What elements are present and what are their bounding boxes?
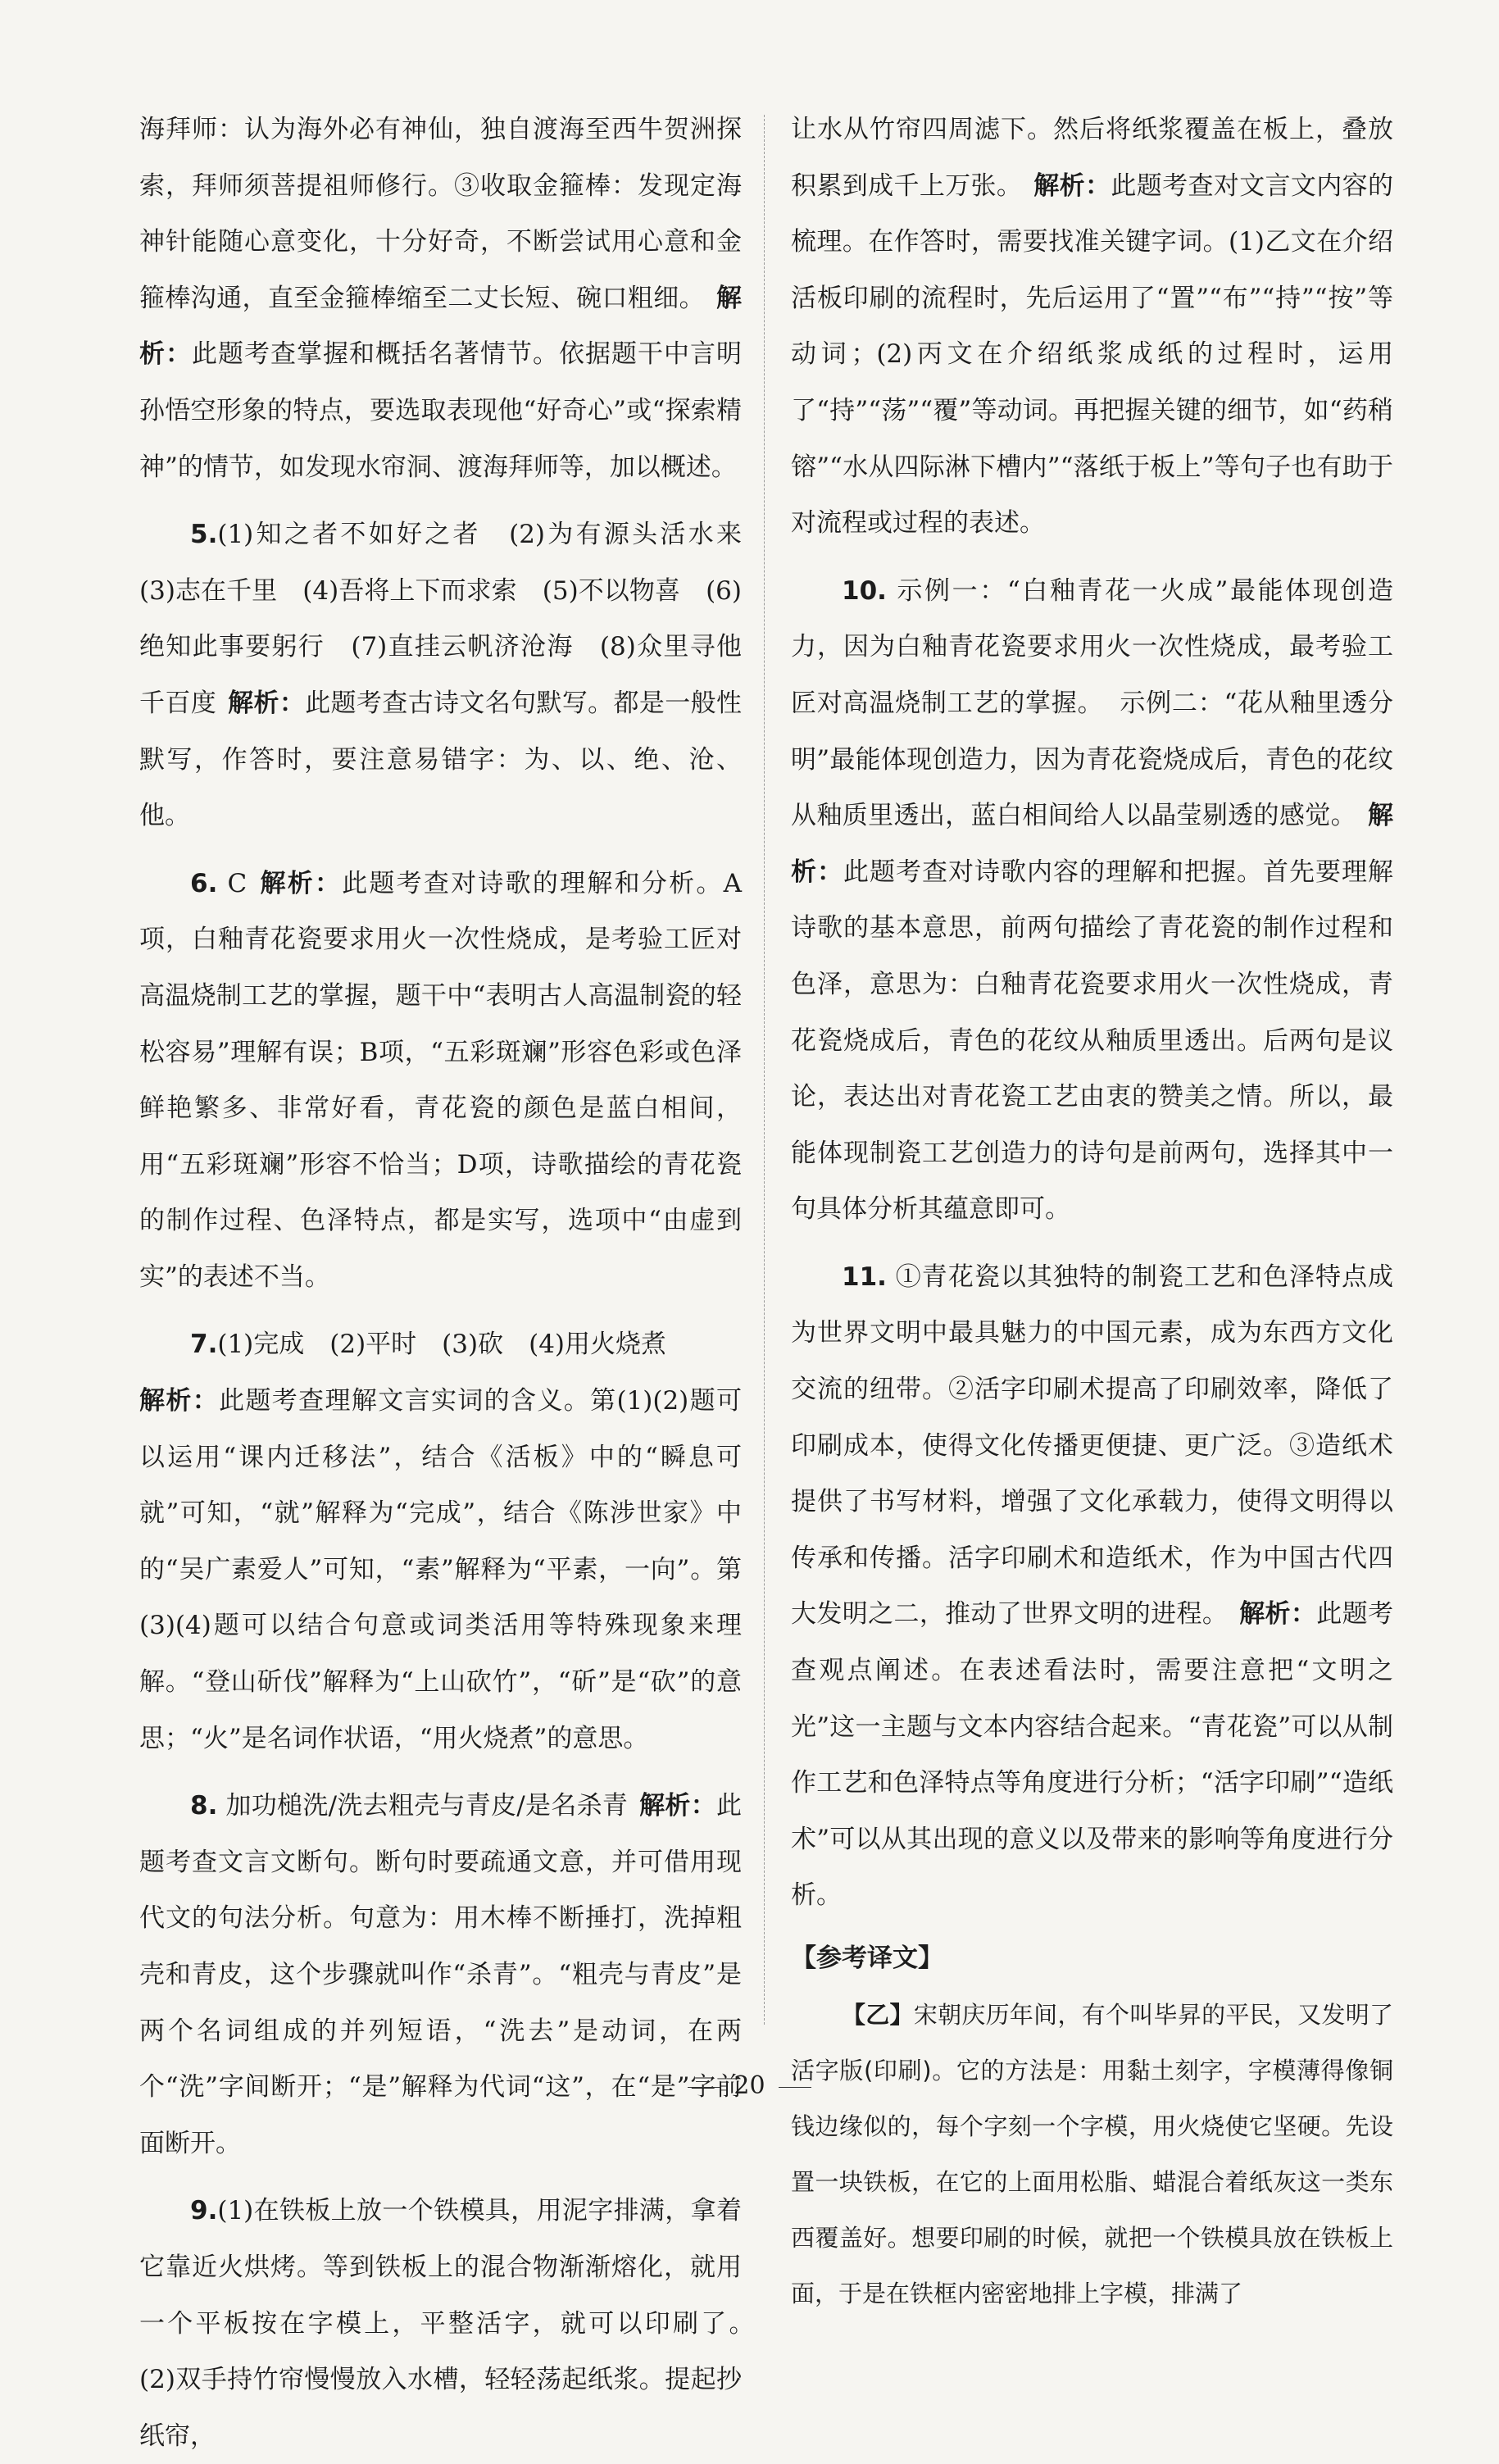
answer-text: 海拜师：认为海外必有神仙，独自渡海至西牛贺洲探索，拜师须菩提祖师修行。③收取金箍棒：发现定海神针能随心意变化，十分好奇，不断尝试用心意和金箍棒沟通，直至金箍棒缩至二丈长短、碗口粗细。 (139, 115, 742, 313)
question-number: 7. (190, 1330, 218, 1360)
question-number: 9. (190, 2196, 218, 2226)
answer-8 (139, 1778, 742, 2171)
answer-text: 加功槌洗/洗去粗壳与青皮/是名杀青 (225, 1791, 629, 1821)
answer-6 (139, 856, 742, 1306)
footer-dash-right (779, 2087, 811, 2088)
answer-9 (139, 2183, 767, 2464)
analysis-label: 解析： (139, 283, 742, 370)
analysis-label: 解析： (1239, 1599, 1317, 1630)
page-number: 20 (734, 2071, 765, 2100)
right-column (791, 102, 1393, 2321)
answer-text: ①青花瓷以其独特的制瓷工艺和色泽特点成为世界文明中最具魅力的中国元素，成为东西方文化交流的纽带。②活字印刷术提高了印刷效率，降低了印刷成本，使得文化传播更便捷、更广泛。③造纸术提供了书写材料，增强了文化承载力，使得文明得以传承和传播。活字印刷术和造纸术，作为中国古代四大发明之二，推动了世界文明的进程。 (791, 1262, 1394, 1630)
question-number: 11. (842, 1262, 887, 1292)
analysis-label: 解析： (1033, 170, 1111, 201)
answer-text: (1)在铁板上放一个铁模具，用泥字排满，拿着它靠近火烘烤。等到铁板上的混合物渐渐熔化，就用一个平板按在字模上，平整活字，就可以印刷了。 (2)双手持竹帘慢慢放入水槽，轻轻荡起纸浆。提起抄纸帘， (139, 2196, 767, 2451)
question-number: 6. (190, 868, 218, 898)
reference-translation-heading: 【参考译文】 (791, 1943, 943, 1973)
page-footer (0, 2071, 1499, 2100)
analysis-label: 解析： (258, 868, 343, 898)
analysis-text: 此题考查掌握和概括名著情节。依据题干中言明孙悟空形象的特点，要选取表现他“好奇心”或“探索精神”的情节，如发现水帘洞、渡海拜师等，加以概述。 (139, 339, 742, 482)
question-number: 8. (190, 1791, 218, 1821)
answer-5 (139, 507, 767, 844)
analysis-text: 此题考查文言文断句。断句时要疏通文意，并可借用现代文的句法分析。句意为：用木棒不断捶打，洗掉粗壳和青皮，这个步骤就叫作“杀青”。“粗壳与青皮”是两个名词组成的并列短语，“洗去”是动词，在两个“洗”字间断开；“是”解释为代词“这”，在“是”字前面断开。 (139, 1791, 742, 2158)
column-divider (764, 115, 765, 2025)
answer-text: C (227, 868, 248, 898)
analysis-text: 此题考查理解文言实词的含义。第(1)(2)题可以运用“课内迁移法”，结合《活板》中的“瞬息可就”可知，“就”解释为“完成”，结合《陈涉世家》中的“吴广素爱人”可知，“素”解释为“平素，一向”。第(3)(4)题可以结合句意或词类活用等特殊现象来理解。“登山斫伐”解释为“上山砍竹”，“斫”是“砍”的意思；“火”是名词作状语，“用火烧煮”的意思。 (139, 1386, 742, 1753)
analysis-text: 此题考查对诗歌的理解和分析。A项，白釉青花瓷要求用火一次性烧成，是考验工匠对高温烧制工艺的掌握，题干中“表明古人高温制瓷的轻松容易”理解有误；B项，“五彩斑斓”形容色彩或色泽鲜艳繁多、非常好看，青花瓷的颜色是蓝白相间，用“五彩斑斓”形容不恰当；D项，诗歌描绘的青花瓷的制作过程、色泽特点，都是实写，选项中“由虚到实”的表述不当。 (139, 868, 743, 1292)
answer-text-2: 示例二：“花从釉里透分明”最能体现创造力，因为青花瓷烧成后，青色的花纹从釉质里透出，蓝白相间给人以晶莹剔透的感觉。 (791, 688, 1393, 831)
analysis-label: 解析： (791, 801, 1393, 887)
answer-text: 让水从竹帘四周滤下。然后将纸浆覆盖在板上，叠放积累到成千上万张。 (791, 115, 1393, 201)
answer-10 (791, 563, 1393, 1238)
answer-text: (1)完成 (2)平时 (3)砍 (4)用火烧煮 (217, 1330, 667, 1360)
analysis-text: 此题考查对文言文内容的梳理。在作答时，需要找准关键字词。(1)乙文在介绍活板印刷的流程时，先后运用了“置”“布”“持”“按”等动词；(2)丙文在介绍纸浆成纸的过程时，运用了“持”“荡”“覆”等动词。再把握关键的细节，如“药稍镕”“水从四际淋下槽内”“落纸于板上”等句子也有助于对流程或过程的表述。 (791, 170, 1394, 539)
answer-4-continued (139, 102, 742, 495)
analysis-label: 解析： (228, 688, 306, 718)
translation-tag: 【乙】 (842, 2000, 914, 2029)
answer-7-analysis (139, 1373, 742, 1766)
answer-11 (791, 1249, 1393, 1924)
translation-text: 宋朝庆历年间，有个叫毕昇的平民，又发明了活字版(印刷)。它的方法是：用黏土刻字，字模薄得像铜钱边缘似的，每个字刻一个字模，用火烧使它坚硬。先设置一块铁板，在它的上面用松脂、蜡混合着纸灰这一类东西覆盖好。想要印刷的时候，就把一个铁模具放在铁板上面，于是在铁框内密密地排上字模，排满了 (791, 2000, 1393, 2307)
analysis-text: 此题考查观点阐述。在表述看法时，需要注意把“文明之光”这一主题与文本内容结合起来。“青花瓷”可以从制作工艺和色泽特点等角度进行分析；“活字印刷”“造纸术”可以从其出现的意义以及带来的影响等角度进行分析。 (791, 1599, 1394, 1911)
answer-text: 示例一：“白釉青花一火成”最能体现创造力，因为白釉青花瓷要求用火一次性烧成，最考验工匠对高温烧制工艺的掌握。 (791, 575, 1393, 718)
analysis-text: 此题考查对诗歌内容的理解和把握。首先要理解诗歌的基本意思，前两句描绘了青花瓷的制作过程和色泽，意思为：白釉青花瓷要求用火一次性烧成，青花瓷烧成后，青色的花纹从釉质里透出。后两句是议论，表达出对青花瓷工艺由衷的赞美之情。所以，最能体现制瓷工艺创造力的诗句是前两句，选择其中一句具体分析其蕴意即可。 (791, 857, 1393, 1225)
analysis-label: 解析： (639, 1791, 716, 1821)
question-number: 10. (842, 575, 887, 606)
answer-9-continued (791, 102, 1393, 552)
footer-dash-left (688, 2087, 720, 2088)
translation-paragraph (791, 1987, 1393, 2321)
answer-text: (1)知之者不如好之者 (2)为有源头活水来 (3)志在千里 (4)吾将上下而求索 (5)不以物喜 (6)绝知此事要躬行 (7)直挂云帆济沧海 (8)众里寻他千百度 (139, 520, 767, 718)
analysis-label: 解析： (139, 1386, 220, 1416)
question-number: 5. (190, 520, 218, 550)
answer-7 (139, 1316, 742, 1373)
analysis-text: 此题考查古诗文名句默写。都是一般性默写，作答时，要注意易错字：为、以、绝、沧、他。 (139, 688, 743, 831)
